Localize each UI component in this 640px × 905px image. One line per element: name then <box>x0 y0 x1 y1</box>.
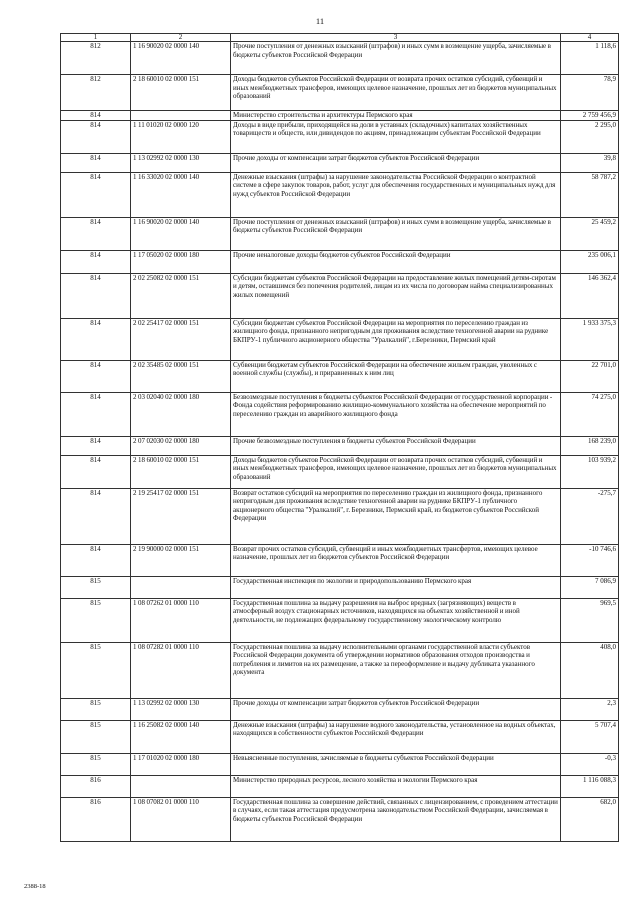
admin-code-cell: 814 <box>61 172 131 217</box>
admin-code-cell: 815 <box>61 576 131 598</box>
amount-cell: 1 116 088,3 <box>561 775 619 797</box>
table-row <box>61 775 619 797</box>
amount-cell: 74 275,0 <box>561 392 619 436</box>
footer-code: 2388-18 <box>24 883 46 890</box>
budget-classification-code-cell: 1 08 07082 01 0000 110 <box>131 797 231 841</box>
budget-classification-code-cell: 1 13 02992 02 0000 130 <box>131 698 231 720</box>
revenue-description-cell: Прочие доходы от компенсации затрат бюджетов субъектов Российской Федерации <box>231 698 561 720</box>
budget-classification-code-cell <box>131 576 231 598</box>
amount-cell: 1 933 375,3 <box>561 318 619 360</box>
budget-classification-code-cell: 1 16 33020 02 0000 140 <box>131 172 231 217</box>
revenue-description-cell: Возврат остатков субсидий на мероприятия по переселению граждан из жилищного фонда, признанного непригодным для проживания вследствие техногенной аварии на руднике БКПРУ-1 публичного акционерного общества "Уралкалий", г. Березники, Пермский край, из бюджетов субъектов Российской Федерации <box>231 488 561 544</box>
budget-classification-code-cell: 1 17 05020 02 0000 180 <box>131 250 231 273</box>
revenue-description-cell: Министерство строительства и архитектуры Пермского края <box>231 111 561 121</box>
table-row <box>61 797 619 841</box>
amount-cell: 78,9 <box>561 75 619 111</box>
admin-code-cell: 816 <box>61 797 131 841</box>
revenue-description-cell: Невыясненные поступления, зачисляемые в бюджеты субъектов Российской Федерации <box>231 753 561 775</box>
budget-classification-code-cell: 1 16 25082 02 0000 140 <box>131 720 231 753</box>
revenue-description-cell: Прочие доходы от компенсации затрат бюджетов субъектов Российской Федерации <box>231 153 561 172</box>
admin-code-cell: 816 <box>61 775 131 797</box>
admin-code-cell: 814 <box>61 455 131 488</box>
budget-classification-code-cell: 2 02 25082 02 0000 151 <box>131 273 231 318</box>
header-col-1: 1 <box>61 34 131 42</box>
budget-classification-code-cell: 1 13 02992 02 0000 130 <box>131 153 231 172</box>
table-header-row <box>61 34 619 42</box>
admin-code-cell: 814 <box>61 544 131 576</box>
admin-code-cell: 815 <box>61 753 131 775</box>
amount-cell: 1 118,6 <box>561 42 619 75</box>
admin-code-cell: 814 <box>61 392 131 436</box>
budget-classification-code-cell: 1 16 90020 02 0000 140 <box>131 42 231 75</box>
budget-classification-code-cell <box>131 775 231 797</box>
admin-code-cell: 815 <box>61 720 131 753</box>
table-row <box>61 488 619 544</box>
table-row <box>61 720 619 753</box>
revenue-description-cell: Государственная пошлина за выдачу исполнительными органами государственной власти субъектов Российской Федерации документа об утверждении нормативов образования отходов производства и потребления и лимитов на их размещение, а также за переоформление и выдачу дубликата указанного документа <box>231 642 561 698</box>
revenue-description-cell: Субсидии бюджетам субъектов Российской Федерации на мероприятия по переселению граждан из жилищного фонда, признанного непригодным для проживания вследствие техногенной аварии на руднике БКПРУ-1 публичного акционерного общества "Уралкалий", г.Березники, Пермский край <box>231 318 561 360</box>
admin-code-cell: 814 <box>61 111 131 121</box>
admin-code-cell: 814 <box>61 273 131 318</box>
budget-classification-code-cell: 2 07 02030 02 0000 180 <box>131 436 231 455</box>
table-row <box>61 172 619 217</box>
revenue-description-cell: Государственная пошлина за совершение действий, связанных с лицензированием, с проведением аттестации в случаях, если такая аттестация предусмотрена законодательством Российской Федерации, зачисляемая в бюджеты субъектов Российской Федерации <box>231 797 561 841</box>
admin-code-cell: 814 <box>61 120 131 153</box>
amount-cell: 7 086,9 <box>561 576 619 598</box>
table-row <box>61 217 619 250</box>
budget-classification-code-cell: 1 16 90020 02 0000 140 <box>131 217 231 250</box>
revenue-description-cell: Доходы бюджетов субъектов Российской Федерации от возврата прочих остатков субсидий, субвенций и иных межбюджетных трансферов, имеющих целевое назначение, прошлых лет из бюджетов муниципальных образований <box>231 75 561 111</box>
table-row <box>61 576 619 598</box>
amount-cell: 5 707,4 <box>561 720 619 753</box>
admin-code-cell: 814 <box>61 488 131 544</box>
admin-code-cell: 815 <box>61 642 131 698</box>
amount-cell: 969,5 <box>561 598 619 642</box>
budget-classification-code-cell: 1 08 07282 01 0000 110 <box>131 642 231 698</box>
amount-cell: 2 759 456,9 <box>561 111 619 121</box>
admin-code-cell: 812 <box>61 75 131 111</box>
amount-cell: 168 239,0 <box>561 436 619 455</box>
table-body <box>61 42 619 842</box>
admin-code-cell: 814 <box>61 153 131 172</box>
amount-cell: 58 787,2 <box>561 172 619 217</box>
table-row <box>61 318 619 360</box>
revenue-description-cell: Доходы бюджетов субъектов Российской Федерации от возврата прочих остатков субсидий, субвенций и иных межбюджетных трансферов, имеющих целевое назначение, прошлых лет из бюджетов муниципальных образований <box>231 455 561 488</box>
budget-classification-code-cell <box>131 111 231 121</box>
table-row <box>61 544 619 576</box>
revenue-description-cell: Прочие безвозмездные поступления в бюджеты субъектов Российской Федерации <box>231 436 561 455</box>
table-row <box>61 392 619 436</box>
table-row <box>61 120 619 153</box>
table-row <box>61 642 619 698</box>
revenue-description-cell: Субсидии бюджетам субъектов Российской Федерации на предоставление жилых помещений детям-сиротам и детям, оставшимся без попечения родителей, лицам из их числа по договорам найма специализированных жилых помещений <box>231 273 561 318</box>
table-row <box>61 75 619 111</box>
revenue-description-cell: Государственная пошлина за выдачу разрешения на выброс вредных (загрязняющих) веществ в атмосферный воздух стационарных источников, находящихся на объектах хозяйственной и иной деятельности, не подлежащих федеральному государственному экологическому контролю <box>231 598 561 642</box>
table-row <box>61 698 619 720</box>
amount-cell: -0,3 <box>561 753 619 775</box>
budget-classification-code-cell: 1 08 07262 01 0000 110 <box>131 598 231 642</box>
amount-cell: 235 006,1 <box>561 250 619 273</box>
revenue-description-cell: Прочие поступления от денежных взысканий (штрафов) и иных сумм в возмещение ущерба, зачисляемые в бюджеты субъектов Российской Федерации <box>231 42 561 75</box>
amount-cell: 2 295,0 <box>561 120 619 153</box>
page-number: 11 <box>315 16 325 26</box>
table-row <box>61 455 619 488</box>
header-col-4: 4 <box>561 34 619 42</box>
amount-cell: 2,3 <box>561 698 619 720</box>
table-row <box>61 273 619 318</box>
amount-cell: 103 939,2 <box>561 455 619 488</box>
table-row <box>61 250 619 273</box>
revenue-description-cell: Возврат прочих остатков субсидий, субвенций и иных межбюджетных трансфертов, имеющих целевое назначение, прошлых лет из бюджетов субъектов Российской Федерации <box>231 544 561 576</box>
amount-cell: 25 459,2 <box>561 217 619 250</box>
revenue-description-cell: Субвенции бюджетам субъектов Российской Федерации на обеспечение жильем граждан, уволенных с военной службы (службы), и приравненных к ним лиц <box>231 360 561 392</box>
amount-cell: 408,0 <box>561 642 619 698</box>
budget-classification-code-cell: 2 18 60010 02 0000 151 <box>131 455 231 488</box>
amount-cell: 682,0 <box>561 797 619 841</box>
budget-classification-code-cell: 2 02 25417 02 0000 151 <box>131 318 231 360</box>
revenue-description-cell: Денежные взыскания (штрафы) за нарушение законодательства Российской Федерации о контрактной системе в сфере закупок товаров, работ, услуг для обеспечения государственных и муниципальных нужд для нужд субъектов Российской Федерации <box>231 172 561 217</box>
amount-cell: 146 362,4 <box>561 273 619 318</box>
table-row <box>61 360 619 392</box>
admin-code-cell: 814 <box>61 436 131 455</box>
amount-cell: 39,8 <box>561 153 619 172</box>
revenue-description-cell: Государственная инспекция по экологии и природопользованию Пермского края <box>231 576 561 598</box>
budget-revenue-table <box>60 33 619 842</box>
budget-classification-code-cell: 2 19 90000 02 0000 151 <box>131 544 231 576</box>
header-col-3: 3 <box>231 34 561 42</box>
table-row <box>61 598 619 642</box>
revenue-description-cell: Прочие неналоговые доходы бюджетов субъектов Российской Федерации <box>231 250 561 273</box>
budget-classification-code-cell: 2 19 25417 02 0000 151 <box>131 488 231 544</box>
admin-code-cell: 814 <box>61 318 131 360</box>
amount-cell: -10 746,6 <box>561 544 619 576</box>
admin-code-cell: 815 <box>61 598 131 642</box>
revenue-description-cell: Прочие поступления от денежных взысканий (штрафов) и иных сумм в возмещение ущерба, зачисляемые в бюджеты субъектов Российской Федерации <box>231 217 561 250</box>
budget-classification-code-cell: 1 17 01020 02 0000 180 <box>131 753 231 775</box>
admin-code-cell: 814 <box>61 360 131 392</box>
revenue-description-cell: Доходы в виде прибыли, приходящейся на доли в уставных (складочных) капиталах хозяйственных товариществ и обществ, или дивидендов по акциям, принадлежащим субъектам Российской Федерации <box>231 120 561 153</box>
admin-code-cell: 812 <box>61 42 131 75</box>
table-row <box>61 42 619 75</box>
table-row <box>61 753 619 775</box>
budget-classification-code-cell: 1 11 01020 02 0000 120 <box>131 120 231 153</box>
table-row <box>61 153 619 172</box>
budget-classification-code-cell: 2 03 02040 02 0000 180 <box>131 392 231 436</box>
revenue-description-cell: Министерство природных ресурсов, лесного хозяйства и экологии Пермского края <box>231 775 561 797</box>
admin-code-cell: 815 <box>61 698 131 720</box>
admin-code-cell: 814 <box>61 217 131 250</box>
amount-cell: -275,7 <box>561 488 619 544</box>
revenue-description-cell: Денежные взыскания (штрафы) за нарушение водного законодательства, установленное на водных объектах, находящихся в собственности субъектов Российской Федерации <box>231 720 561 753</box>
admin-code-cell: 814 <box>61 250 131 273</box>
budget-classification-code-cell: 2 02 35485 02 0000 151 <box>131 360 231 392</box>
revenue-description-cell: Безвозмездные поступления в бюджеты субъектов Российской Федерации от государственной корпорации - Фонда содействия реформированию жилищно-коммунального хозяйства на обеспечение мероприятий по переселению граждан из аварийного жилищного фонда <box>231 392 561 436</box>
table-row <box>61 111 619 121</box>
amount-cell: 22 701,0 <box>561 360 619 392</box>
budget-classification-code-cell: 2 18 60010 02 0000 151 <box>131 75 231 111</box>
header-col-2: 2 <box>131 34 231 42</box>
table-row <box>61 436 619 455</box>
